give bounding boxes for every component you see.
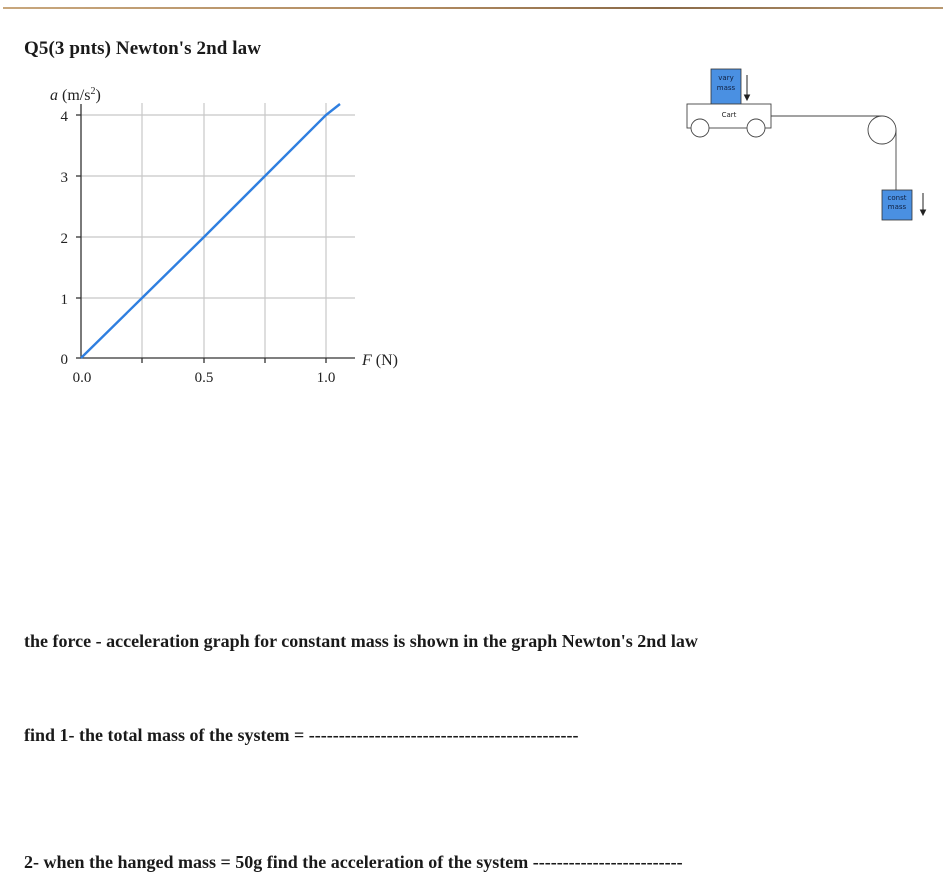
svg-text:2: 2 <box>60 231 68 247</box>
x-tick-labels <box>73 370 336 386</box>
cart-wheel-right <box>747 119 765 137</box>
pulley <box>868 116 896 144</box>
svg-text:mass: mass <box>887 203 907 211</box>
question-part-1: find 1- the total mass of the system = --------------------------------------------- <box>24 725 579 745</box>
problem-statement: the force - acceleration graph for constant mass is shown in the graph Newton's 2nd law <box>24 631 698 651</box>
svg-text:0.5: 0.5 <box>194 370 214 386</box>
cart-wheel-left <box>691 119 709 137</box>
x-axis-label: F (N) <box>362 352 398 369</box>
y-axis-label: a $(m/s^2)$ <box>50 86 101 104</box>
cart-label: Cart <box>721 111 737 119</box>
down-arrow-icon <box>745 75 750 100</box>
svg-text:3: 3 <box>60 170 68 186</box>
svg-text:1: 1 <box>60 292 68 308</box>
svg-text:vary: vary <box>718 74 734 82</box>
svg-text:const: const <box>887 194 907 202</box>
svg-text:0.0: 0.0 <box>72 370 92 386</box>
cart-pulley-diagram <box>0 0 952 245</box>
svg-text:4: 4 <box>60 109 68 125</box>
svg-text:1.0: 1.0 <box>316 370 336 386</box>
svg-text:0: 0 <box>60 352 68 368</box>
question-title: Q5(3 pnts) Newton's 2nd law <box>24 38 262 59</box>
down-arrow-icon <box>921 193 926 215</box>
svg-text:mass: mass <box>716 84 736 92</box>
question-part-2: 2- when the hanged mass = 50g find the acceleration of the system ------------------------- <box>24 852 683 872</box>
